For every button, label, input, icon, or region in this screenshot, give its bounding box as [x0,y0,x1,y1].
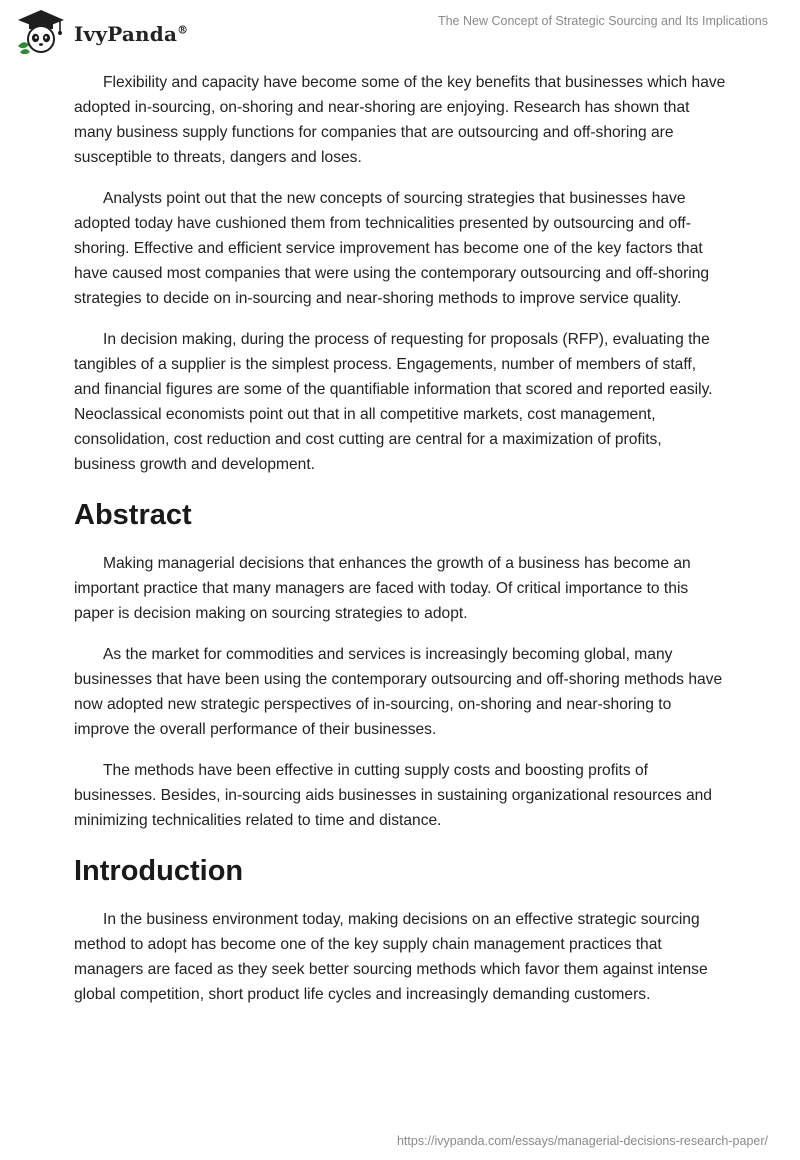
running-title: The New Concept of Strategic Sourcing and Its Implications [437,14,768,28]
brand-name: IvyPanda® [74,22,189,46]
ivypanda-logo[interactable] [14,8,188,54]
paragraph: Analysts point out that the new concepts of sourcing strategies that businesses have adopted today have cushioned them from technicalities presented by outsourcing and off-shoring. Effective and efficient service improvement has become one of the key factors that have caused most companies that were using the contemporary outsourcing and off-shoring strategies to decide on in-sourcing and near-shoring methods to improve service quality. [74,190,710,307]
paragraph: In the business environment today, making decisions on an effective strategic sourcing method to adopt has become one of the key supply chain management practices that managers are faced as they seek better sourcing methods which favor them against intense global competition, short product life cycles and increasingly demanding customers. [74,911,708,1003]
section-heading-introduction: Introduction [74,855,244,887]
paragraph: In decision making, during the process of requesting for proposals (RFP), evaluating the tangibles of a supplier is the simplest process. Engagements, number of members of staff, and financial figures are some of the quantifiable information that scored and reported easily. Neoclassical economists point out that in all competitive markets, cost management, consolidation, cost reduction and cost cutting are central for a maximization of profits, business growth and development. [74,331,713,473]
paragraph: The methods have been effective in cutting supply costs and boosting profits of businesses. Besides, in-sourcing aids businesses in sustaining organizational resources and minimizing technicalities related to time and distance. [74,762,712,829]
panda-graduation-icon [14,8,68,54]
paragraph: As the market for commodities and services is increasingly becoming global, many businesses that have been using the contemporary outsourcing and off-shoring methods have now adopted new strategic perspectives of in-sourcing, on-shoring and near-shoring to improve the overall performance of their businesses. [74,646,723,738]
page-header [0,0,800,60]
section-heading-abstract: Abstract [74,499,192,531]
paragraph: Making managerial decisions that enhances the growth of a business has become an important practice that many managers are faced with today. Of critical importance to this paper is decision making on sourcing strategies to adopt. [74,555,691,622]
essay-content [74,70,726,1023]
source-url-link[interactable]: https://ivypanda.com/essays/managerial-decisions-research-paper/ [396,1134,768,1148]
registered-mark: ® [177,23,189,37]
paragraph: Flexibility and capacity have become some of the key benefits that businesses which have adopted in-sourcing, on-shoring and near-shoring are enjoying. Research has shown that many business supply functions for companies that are outsourcing and off-shoring are susceptible to threats, dangers and loses. [74,74,726,166]
